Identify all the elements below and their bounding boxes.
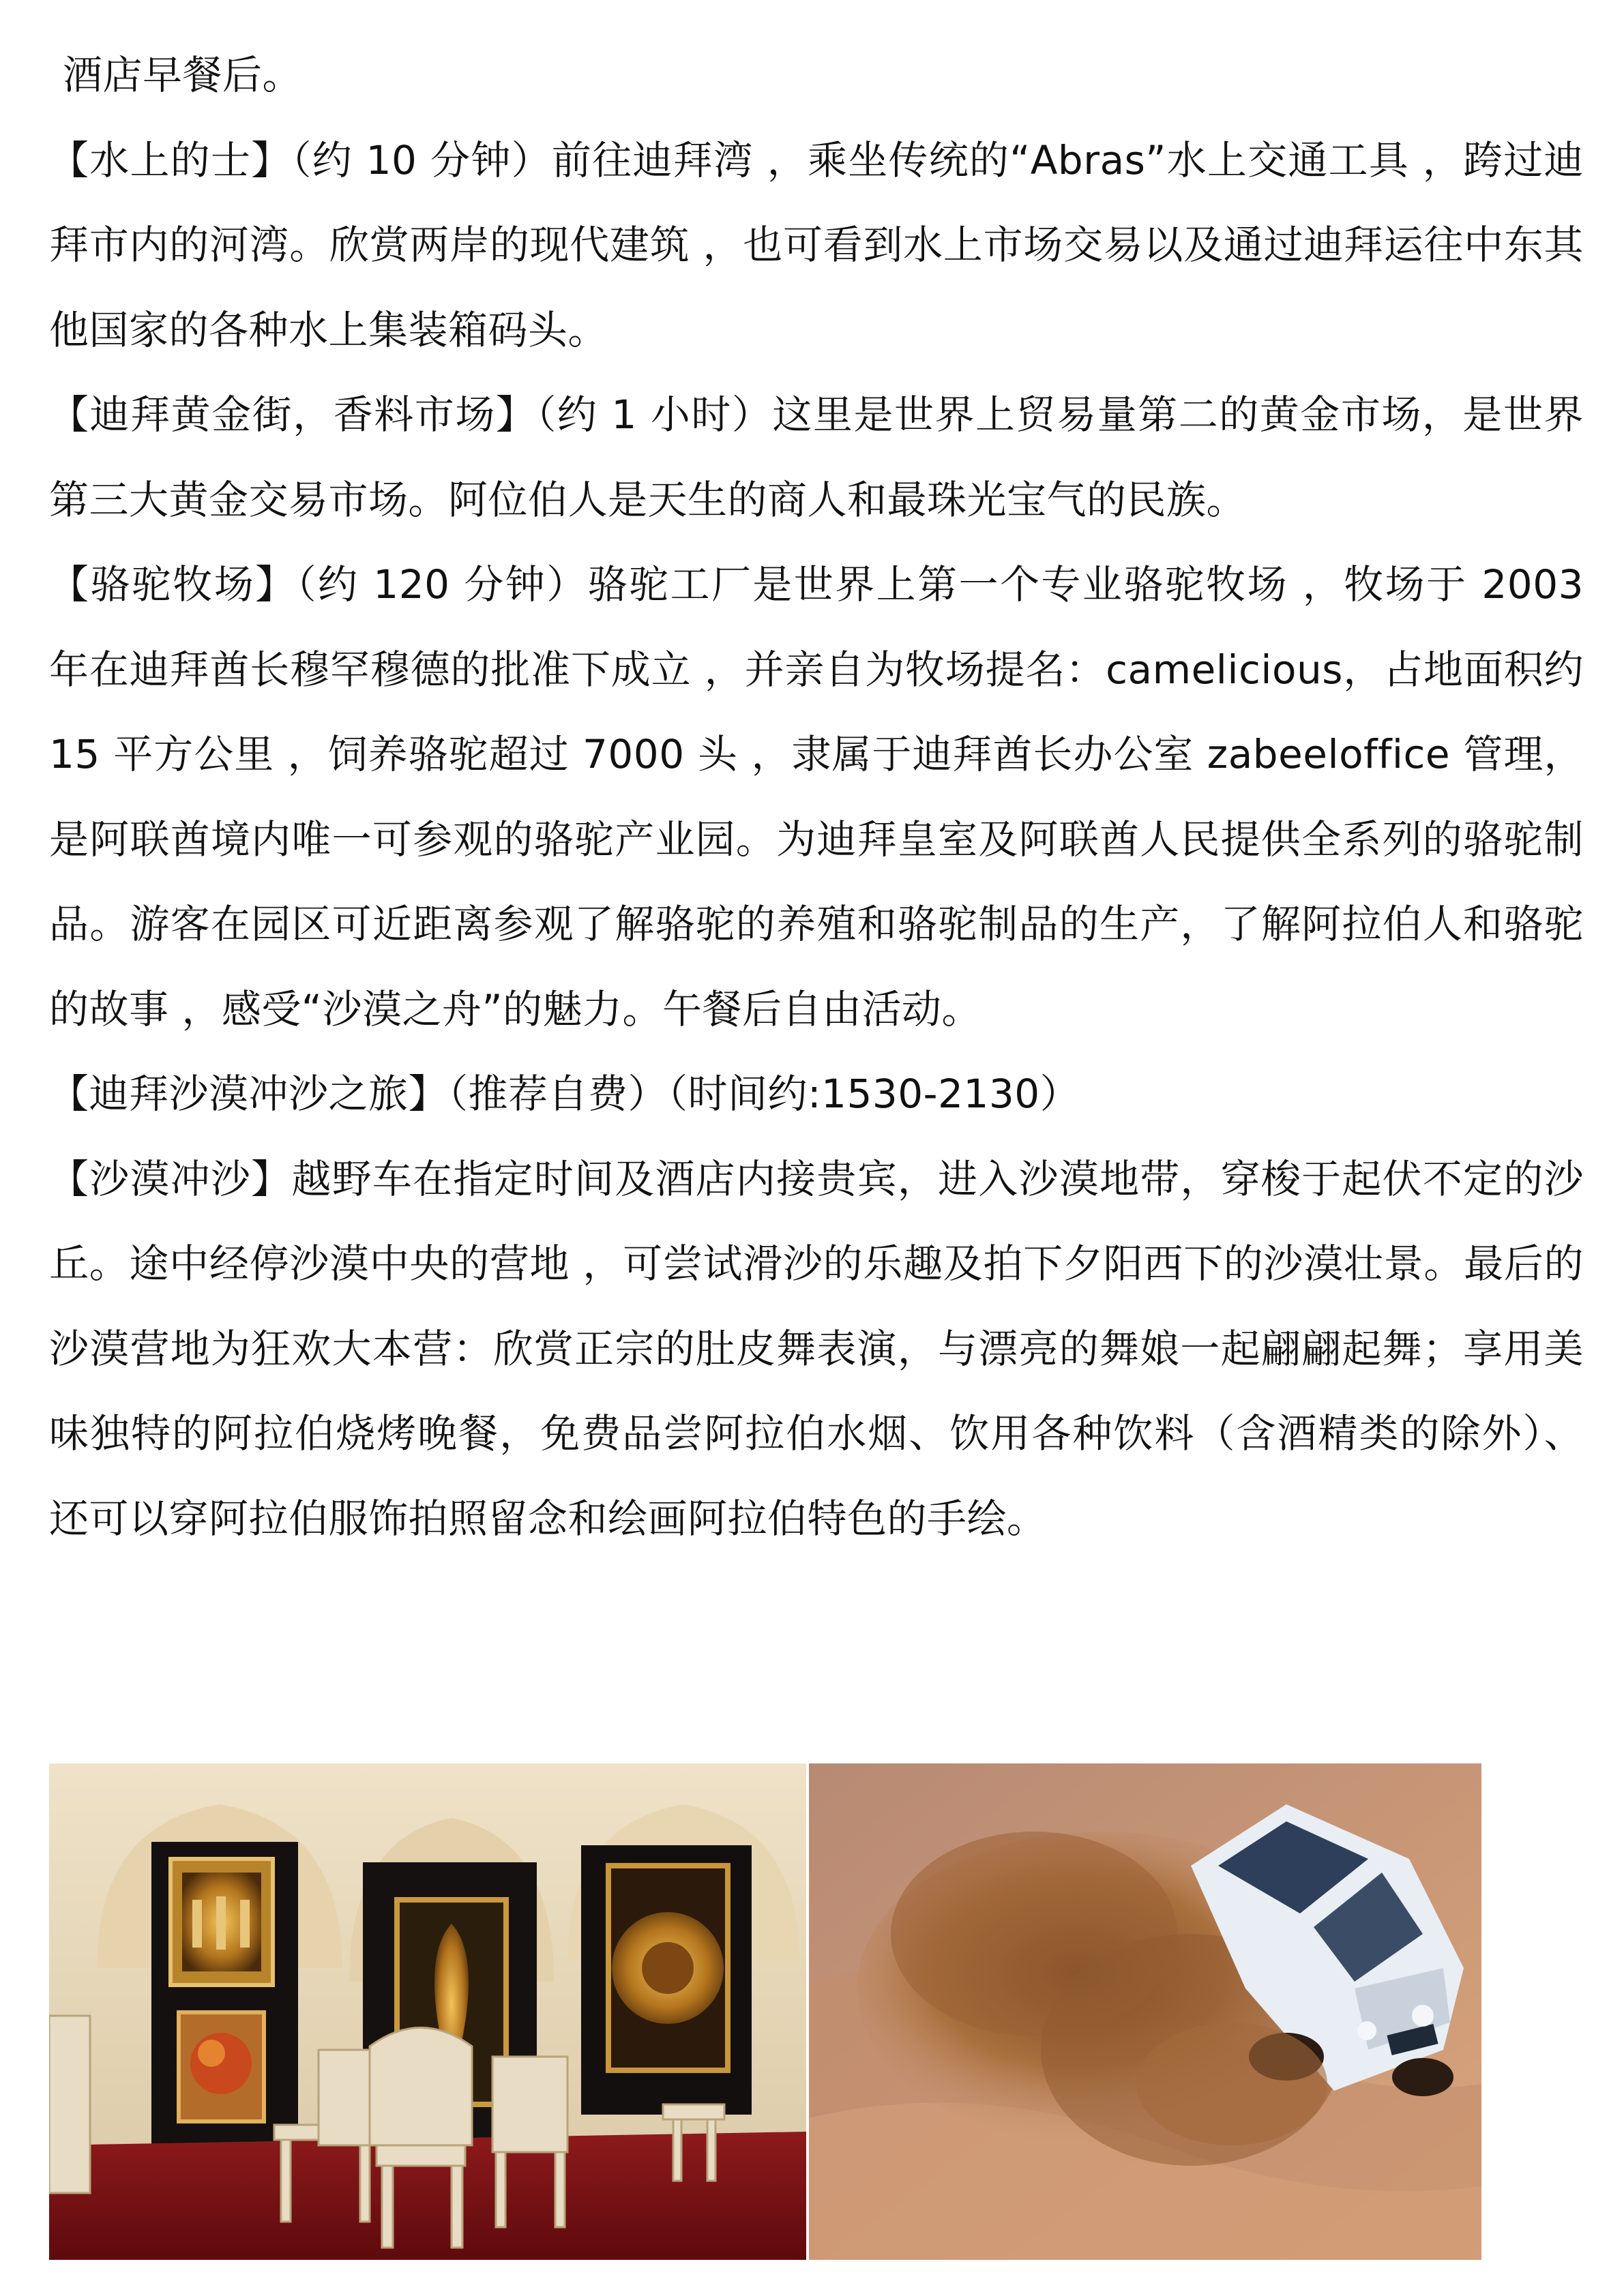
- paragraph-gold-souk: 【迪拜黄金街，香料市场】（约 1 小时）这里是世界上贸易量第二的黄金市场，是世界第三大黄金交易市场。阿位伯人是天生的商人和最珠光宝气的民族。: [49, 391, 1584, 523]
- paragraph-water-taxi: 【水上的士】（约 10 分钟）前往迪拜湾 ，乘坐传统的“Abras”水上交通工具 ，跨过迪拜市内的河湾。欣赏两岸的现代建筑 ，也可看到水上市场交易以及通过迪拜运往中东其他国家的各种水上集装箱码头。: [49, 136, 1584, 353]
- paragraph-desert-safari-title: 【迪拜沙漠冲沙之旅】（推荐自费）（时间约:1530-2130）: [49, 1071, 1080, 1117]
- camel-museum-interior-photo: [49, 1763, 806, 2260]
- desert-dune-bashing-suv-photo: [809, 1763, 1481, 2260]
- paragraph-camel-farm: 【骆驼牧场】（约 120 分钟）骆驼工厂是世界上第一个专业骆驼牧场 ，牧场于 2003 年在迪拜酋长穆罕穆德的批准下成立 ，并亲自为牧场提名：camelicious，占地面积约 15 平方公里 ，饲养骆驼超过 7000 头 ，隶属于迪拜酋长办公室 zabeeloffice 管理，是阿联酋境内唯一可参观的骆驼产业园。为迪拜皇室及阿联酋人民提供全系列的骆驼制品。游客在园区可近距离参观了解骆驼的养殖和骆驼制品的生产，了解阿拉伯人和骆驼的故事 ，感受“沙漠之舟”的魅力。午餐后自由活动。: [49, 561, 1584, 1032]
- paragraph-dune-bashing: 【沙漠冲沙】越野车在指定时间及酒店内接贵宾，进入沙漠地带，穿梭于起伏不定的沙丘。途中经停沙漠中央的营地 ，可尝试滑沙的乐趣及拍下夕阳西下的沙漠壮景。最后的沙漠营地为狂欢大本营：欣赏正宗的肚皮舞表演，与漂亮的舞娘一起翩翩起舞；享用美味独特的阿拉伯烧烤晚餐，免费品尝阿拉伯水烟、饮用各种饮料（含酒精类的除外）、还可以穿阿拉伯服饰拍照留念和绘画阿拉伯特色的手绘。: [49, 1155, 1584, 1542]
- itinerary-text: [49, 33, 1584, 1561]
- photo-row: [49, 1763, 1481, 2260]
- paragraph-breakfast: 酒店早餐后。: [63, 52, 303, 98]
